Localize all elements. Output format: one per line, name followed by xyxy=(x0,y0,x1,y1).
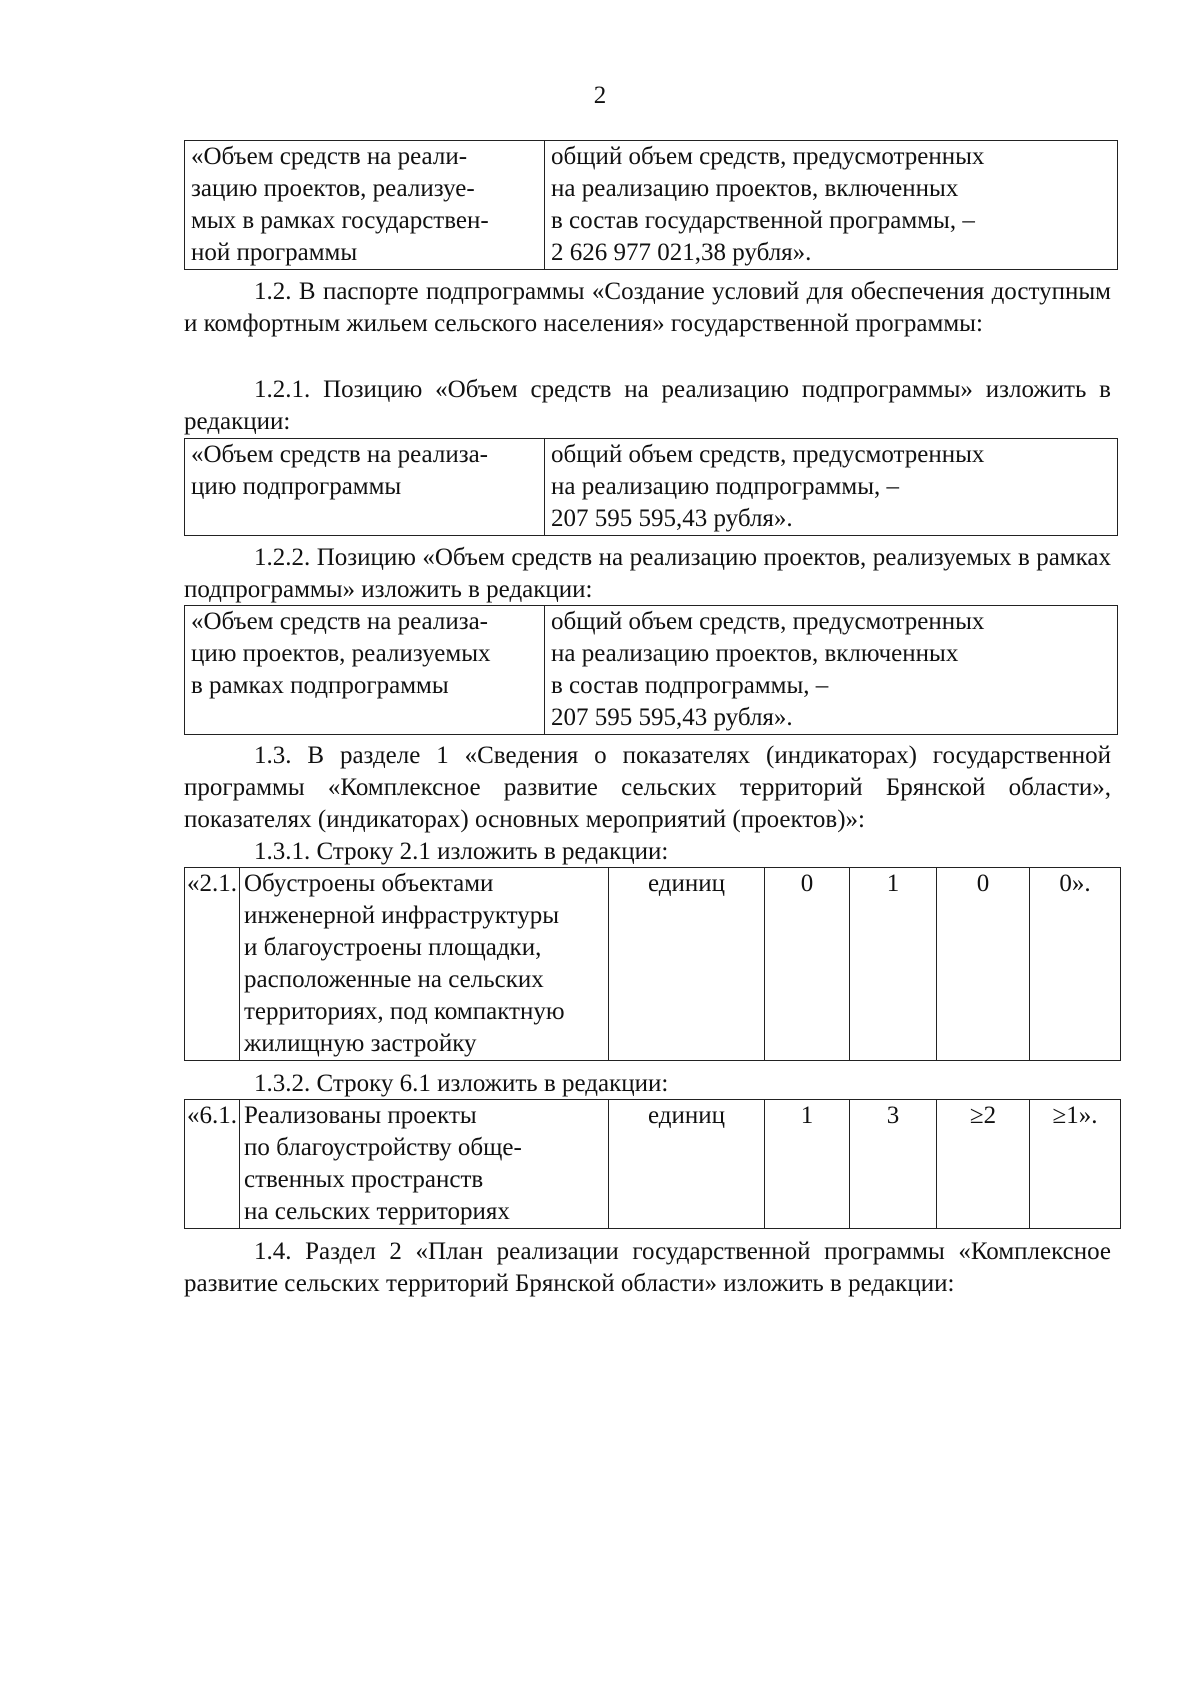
cell-line: инженерной инфраструктуры xyxy=(244,902,560,929)
paragraph-1-3: 1.3. В разделе 1 «Сведения о показателях (индикаторах) государственной программы «Комплексное развитие сельских территорий Брянской области», показателях (индикаторах) основных мероприятий (проектов)»: xyxy=(184,742,1111,833)
unit-cell: единиц xyxy=(609,1100,765,1229)
table-row xyxy=(185,868,1121,1061)
value-cell: 0 xyxy=(765,868,850,1061)
cell-line: «Объем средств на реализа- xyxy=(191,608,488,635)
cell-line: Обустроены объектами xyxy=(244,870,494,897)
paragraph-1-2: 1.2. В паспорте подпрограммы «Создание условий для обеспечения доступным и комфортным жильем сельского населения» государственной программы: xyxy=(184,278,1111,337)
cell-line: 207 595 595,43 рубля». xyxy=(551,505,793,532)
table-cell-label xyxy=(185,141,545,270)
cell-line: цию проектов, реализуемых xyxy=(191,640,491,667)
value-cell: 0 xyxy=(937,868,1030,1061)
indicator-description xyxy=(240,868,609,1061)
value-cell: 3 xyxy=(850,1100,937,1229)
cell-line: «Объем средств на реали- xyxy=(191,143,468,170)
table-row xyxy=(185,141,1118,270)
passport-table-1 xyxy=(184,140,1118,270)
passport-table-3 xyxy=(184,605,1118,735)
cell-line: по благоустройству обще- xyxy=(244,1134,522,1161)
row-number: «6.1. xyxy=(185,1100,240,1229)
passport-table-2 xyxy=(184,438,1118,536)
table-cell-value xyxy=(545,606,1118,735)
cell-line: общий объем средств, предусмотренных xyxy=(551,441,985,468)
cell-line: ной программы xyxy=(191,239,358,266)
cell-line: 207 595 595,43 рубля». xyxy=(551,704,793,731)
paragraph-1-4: 1.4. Раздел 2 «План реализации государственной программы «Комплексное развитие сельских территорий Брянской области» изложить в редакции: xyxy=(184,1238,1111,1297)
paragraph-1-3-1: 1.3.1. Строку 2.1 изложить в редакции: xyxy=(254,838,669,865)
table-row xyxy=(185,439,1118,536)
cell-line: на реализацию проектов, включенных xyxy=(551,175,959,202)
cell-line: на сельских территориях xyxy=(244,1198,510,1225)
cell-line: и благоустроены площадки, xyxy=(244,934,542,961)
value-cell: ≥1». xyxy=(1030,1100,1121,1229)
paragraph-1-3-2: 1.3.2. Строку 6.1 изложить в редакции: xyxy=(254,1070,669,1097)
table-row xyxy=(185,606,1118,735)
cell-line: цию подпрограммы xyxy=(191,473,402,500)
value-cell: 1 xyxy=(850,868,937,1061)
value-cell: 1 xyxy=(765,1100,850,1229)
indicator-table-6-1 xyxy=(184,1099,1121,1229)
row-number: «2.1. xyxy=(185,868,240,1061)
cell-line: в состав государственной программы, – xyxy=(551,207,975,234)
cell-line: территориях, под компактную xyxy=(244,998,565,1025)
cell-line: на реализацию проектов, включенных xyxy=(551,640,959,667)
table-cell-label xyxy=(185,439,545,536)
table-cell-label xyxy=(185,606,545,735)
cell-line: 2 626 977 021,38 рубля». xyxy=(551,239,812,266)
cell-line: в состав подпрограммы, – xyxy=(551,672,829,699)
cell-line: зацию проектов, реализуе- xyxy=(191,175,475,202)
cell-line: на реализацию подпрограммы, – xyxy=(551,473,899,500)
cell-line: общий объем средств, предусмотренных xyxy=(551,143,985,170)
table-cell-value xyxy=(545,439,1118,536)
indicator-description xyxy=(240,1100,609,1229)
page-number: 2 xyxy=(593,82,607,109)
cell-line: общий объем средств, предусмотренных xyxy=(551,608,985,635)
table-cell-value xyxy=(545,141,1118,270)
indicator-table-2-1 xyxy=(184,867,1121,1061)
unit-cell: единиц xyxy=(609,868,765,1061)
cell-line: в рамках подпрограммы xyxy=(191,672,449,699)
cell-line: ственных пространств xyxy=(244,1166,484,1193)
table-row xyxy=(185,1100,1121,1229)
cell-line: жилищную застройку xyxy=(244,1030,477,1057)
paragraph-1-2-1: 1.2.1. Позицию «Объем средств на реализацию подпрограммы» изложить в редакции: xyxy=(184,376,1111,435)
value-cell: ≥2 xyxy=(937,1100,1030,1229)
cell-line: «Объем средств на реализа- xyxy=(191,441,488,468)
cell-line: мых в рамках государствен- xyxy=(191,207,489,234)
cell-line: расположенные на сельских xyxy=(244,966,544,993)
paragraph-1-2-2: 1.2.2. Позицию «Объем средств на реализацию проектов, реализуемых в рамках подпрограммы» изложить в редакции: xyxy=(184,544,1111,603)
value-cell: 0». xyxy=(1030,868,1121,1061)
cell-line: Реализованы проекты xyxy=(244,1102,477,1129)
